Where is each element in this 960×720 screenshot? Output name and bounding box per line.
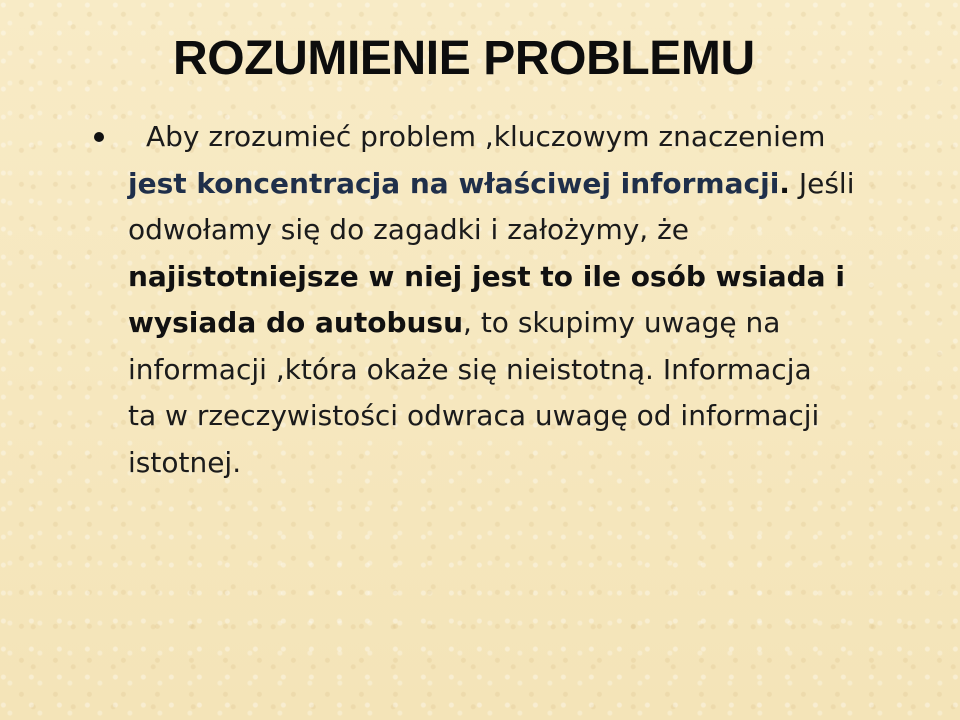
sentence-period: . bbox=[779, 166, 790, 200]
bold-phrase: jest koncentracja na właściwej informacji bbox=[128, 166, 780, 200]
slide-title: ROZUMIENIE PROBLEMU bbox=[173, 32, 755, 85]
bullet-point-icon bbox=[94, 132, 104, 142]
paragraph-line bbox=[128, 300, 932, 347]
slide-content bbox=[92, 114, 932, 486]
paragraph-line: ta w rzeczywistości odwraca uwagę od informacji bbox=[128, 399, 820, 432]
main-paragraph bbox=[128, 114, 932, 486]
bold-phrase: wysiada do autobusu bbox=[128, 306, 464, 339]
paragraph-line: istotnej. bbox=[128, 445, 242, 479]
paragraph-text: Jeśli bbox=[789, 166, 855, 200]
paragraph-text: , to skupimy uwagę na bbox=[463, 306, 781, 339]
paragraph-line-bold: najistotniejsze w niej jest to ile osób wsiada i bbox=[128, 259, 845, 293]
paragraph-line: odwołamy się do zagadki i założymy, że bbox=[128, 213, 690, 246]
paragraph-line bbox=[128, 161, 932, 208]
paragraph-line: Aby zrozumieć problem ,kluczowym znaczeniem bbox=[146, 120, 826, 153]
paragraph-line: informacji ,która okaże się nieistotną. Informacja bbox=[128, 352, 812, 386]
